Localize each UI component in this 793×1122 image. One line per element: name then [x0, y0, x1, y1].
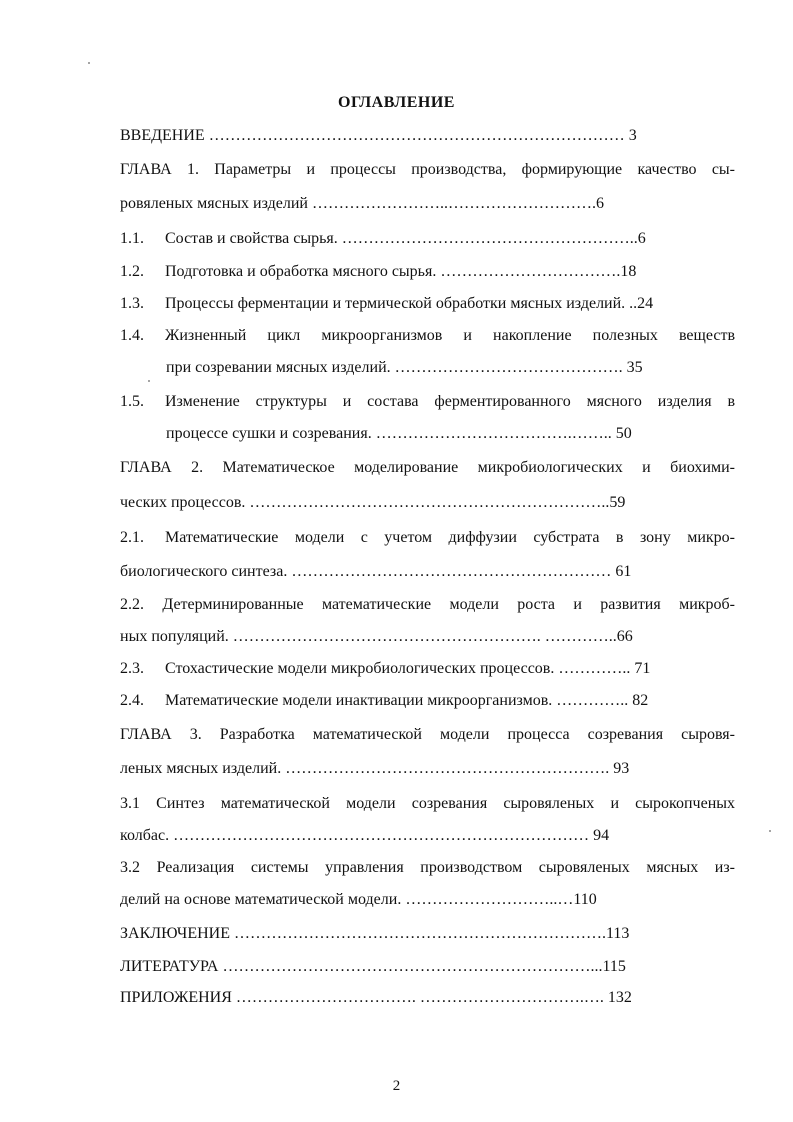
scan-speck	[148, 380, 150, 382]
section-title: Процессы ферментации и термической обработки мясных изделий. ..24	[165, 295, 654, 312]
section-number: 1.5.	[120, 393, 144, 410]
toc-entry-3-2-line-1: 3.2 Реализация системы управления производством сыровяленых мясных из-	[120, 859, 735, 876]
toc-entry-chapter-1-line-2: ровяленых мясных изделий ……………………..……………………….6	[120, 195, 604, 212]
page-number: 2	[392, 1078, 401, 1094]
toc-entry-literature: ЛИТЕРАТУРА ……………………………………………………………...115	[120, 958, 626, 975]
toc-entry-conclusion: ЗАКЛЮЧЕНИЕ …………………………………………………………….113	[120, 925, 630, 942]
toc-entry-2-1-line-1	[120, 528, 735, 548]
section-number: 2.4.	[120, 692, 144, 709]
section-number: 1.3.	[120, 295, 144, 312]
toc-entry-3-1-line-2: колбас. …………………………………………………………………… 94	[120, 827, 610, 844]
toc-entry-1-1	[120, 229, 735, 249]
toc-entry-chapter-2-line-1: ГЛАВА 2. Математическое моделирование микробиологических и биохими-	[120, 459, 735, 476]
scan-speck	[88, 62, 90, 64]
section-title: Жизненный цикл микроорганизмов и накопление полезных веществ	[165, 327, 735, 344]
scan-speck	[769, 830, 771, 832]
toc-entry-appendices: ПРИЛОЖЕНИЯ ……………………………. ………………………….…. 132	[120, 989, 632, 1006]
toc-entry-chapter-3-line-1: ГЛАВА 3. Разработка математической модели процесса созревания сыровя-	[120, 726, 735, 743]
toc-entry-1-4-line-2: при созревании мясных изделий. ……………………………………. 35	[166, 359, 643, 376]
toc-entry-chapter-2-line-2: ческих процессов. …………………………………………………………..59	[120, 494, 626, 511]
section-number: 2.3.	[120, 660, 144, 677]
section-title: Изменение структуры и состава ферментированного мясного изделия в	[165, 393, 735, 410]
toc-entry-1-4-line-1	[120, 326, 735, 346]
section-number: 1.2.	[120, 263, 144, 280]
section-number: 1.4.	[120, 327, 144, 344]
toc-entry-1-5-line-2: процессе сушки и созревания. ……………………………….…….. 50	[166, 425, 632, 442]
toc-entry-chapter-1-line-1: ГЛАВА 1. Параметры и процессы производства, формирующие качество сы-	[120, 161, 735, 178]
toc-entry-2-4	[120, 691, 735, 711]
section-title: Математические модели с учетом диффузии субстрата в зону микро-	[165, 529, 735, 546]
toc-entry-introduction: ВВЕДЕНИЕ …………………………………………………………………… 3	[120, 127, 637, 144]
toc-entry-2-1-line-2: биологического синтеза. …………………………………………………… 61	[120, 563, 632, 580]
section-number: 1.1.	[120, 230, 144, 247]
toc-entry-chapter-3-line-2: леных мясных изделий. ……………………………………………………. 93	[120, 760, 630, 777]
section-title: Стохастические модели микробиологических процессов. ………….. 71	[165, 660, 651, 677]
toc-entry-2-2-line-1: 2.2. Детерминированные математические модели роста и развития микроб-	[120, 596, 735, 613]
section-title: Состав и свойства сырья. ………………………………………………..6	[165, 230, 646, 247]
toc-entry-1-5-line-1	[120, 392, 735, 412]
toc-entry-2-2-line-2: ных популяций. …………………………………………………. …………..66	[120, 628, 633, 645]
section-number: 2.1.	[120, 529, 144, 546]
toc-entry-3-2-line-2: делий на основе математической модели. ………………………..…110	[120, 891, 597, 908]
section-title: Подготовка и обработка мясного сырья. …………………………….18	[165, 263, 637, 280]
toc-entry-1-2	[120, 262, 735, 282]
toc-entry-3-1-line-1: 3.1 Синтез математической модели созревания сыровяленых и сырокопченых	[120, 795, 735, 812]
page-title: ОГЛАВЛЕНИЕ	[338, 94, 455, 111]
section-title: Математические модели инактивации микроорганизмов. ………….. 82	[165, 692, 649, 709]
toc-entry-2-3	[120, 659, 735, 679]
toc-entry-1-3	[120, 294, 735, 314]
